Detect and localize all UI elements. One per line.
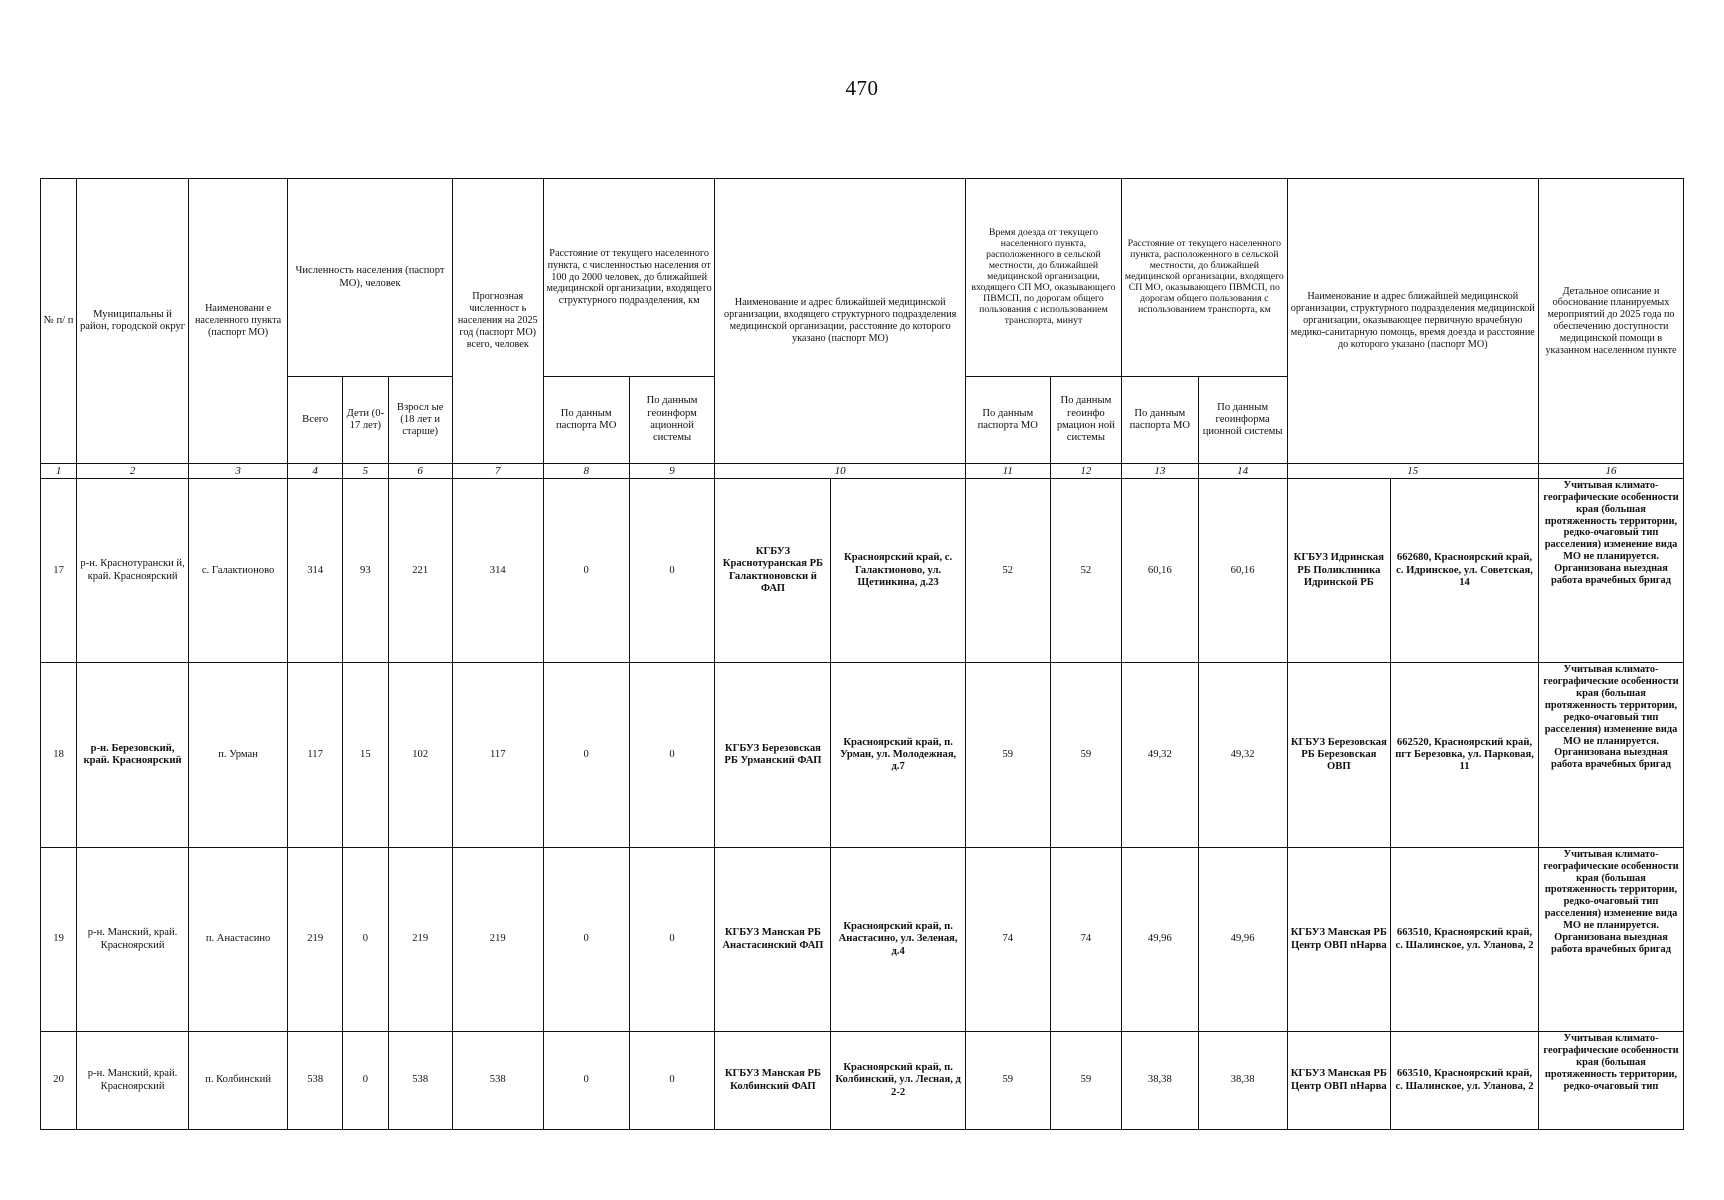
header-road-gis: По данным геоинформа ционной системы <box>1198 377 1287 464</box>
header-description: Детальное описание и обоснование планируемых мероприятий до 2025 года по обеспечению доступности медицинской помощи в указанном населенном пункте <box>1539 179 1684 464</box>
distance-gis-cell: 0 <box>629 1032 715 1130</box>
column-number: 15 <box>1287 464 1538 479</box>
column-number: 14 <box>1198 464 1287 479</box>
road-passport-cell: 60,16 <box>1122 479 1199 663</box>
road-passport-cell: 49,96 <box>1122 847 1199 1031</box>
distance-gis-cell: 0 <box>629 847 715 1031</box>
header-road-passport: По данным паспорта МО <box>1122 377 1199 464</box>
time-passport-cell: 59 <box>965 1032 1050 1130</box>
road-gis-cell: 49,96 <box>1198 847 1287 1031</box>
column-number: 9 <box>629 464 715 479</box>
population-adults-cell: 102 <box>388 663 452 847</box>
page-number: 470 <box>845 76 879 100</box>
header-distance-passport: По данным паспорта МО <box>543 377 629 464</box>
column-number: 16 <box>1539 464 1684 479</box>
header-row-number: № п/ п <box>41 179 77 464</box>
header-travel-time-group: Время доезда от текущего населенного пункта, расположенного в сельской местности, до ближайшей медицинской организации, входящего СП МО, оказывающего ПВМСП, по дорогам общего пользования с использованием транспорта, минут <box>965 179 1121 377</box>
forecast-cell: 538 <box>452 1032 543 1130</box>
column-number: 5 <box>343 464 389 479</box>
road-gis-cell: 60,16 <box>1198 479 1287 663</box>
settlement-cell: с. Галактионово <box>188 479 287 663</box>
table-row <box>41 847 1684 1031</box>
row-number: 20 <box>41 1032 77 1130</box>
population-children-cell: 0 <box>343 1032 389 1130</box>
row-number: 18 <box>41 663 77 847</box>
header-children: Дети (0-17 лет) <box>343 377 389 464</box>
description-cell <box>1539 847 1684 1031</box>
header-adults: Взросл ые (18 лет и старше) <box>388 377 452 464</box>
forecast-cell: 219 <box>452 847 543 1031</box>
description-text: Учитывая климато-географические особенности края (большая протяженность территории, редко-очаговый тип расселения) изменение вида МО не планируется. Организована выездная работа врачебных бригад <box>1543 480 1679 586</box>
district-cell: р-н. Манский, край. Красноярский <box>77 1032 189 1130</box>
column-number: 3 <box>188 464 287 479</box>
pvmsp-address-cell: 662680, Красноярский край, с. Идринское, ул. Советская, 14 <box>1391 479 1539 663</box>
time-gis-cell: 74 <box>1050 847 1121 1031</box>
distance-passport-cell: 0 <box>543 847 629 1031</box>
description-cell <box>1539 663 1684 847</box>
population-total-cell: 117 <box>288 663 343 847</box>
row-number: 19 <box>41 847 77 1031</box>
table-row <box>41 663 1684 847</box>
column-number: 13 <box>1122 464 1199 479</box>
column-number: 11 <box>965 464 1050 479</box>
header-population-group: Численность населения (паспорт МО), человек <box>288 179 452 377</box>
header-time-gis: По данным геоинфо рмацион ной системы <box>1050 377 1121 464</box>
column-number: 2 <box>77 464 189 479</box>
population-adults-cell: 219 <box>388 847 452 1031</box>
mo-address-cell: Красноярский край, п. Урман, ул. Молодежная, д.7 <box>831 663 966 847</box>
header-pvmsp-organization: Наименование и адрес ближайшей медицинской организации, структурного подразделения медицинской организации, оказывающее первичную врачебную медико-санитарную помощь, время доезда и расстояние до которого указано (паспорт МО) <box>1287 179 1538 464</box>
distance-passport-cell: 0 <box>543 479 629 663</box>
forecast-cell: 117 <box>452 663 543 847</box>
distance-passport-cell: 0 <box>543 1032 629 1130</box>
row-number: 17 <box>41 479 77 663</box>
description-text: Учитывая климато-географические особенности края (большая протяженность территории, редко-очаговый тип <box>1543 1033 1679 1092</box>
district-cell: р-н. Краснотурански й, край. Красноярский <box>77 479 189 663</box>
time-passport-cell: 52 <box>965 479 1050 663</box>
road-passport-cell: 38,38 <box>1122 1032 1199 1130</box>
road-gis-cell: 38,38 <box>1198 1032 1287 1130</box>
pvmsp-name-cell: КГБУЗ Идринская РБ Поликлиника Идринской РБ <box>1287 479 1390 663</box>
population-children-cell: 93 <box>343 479 389 663</box>
table-row <box>41 479 1684 663</box>
pvmsp-address-cell: 663510, Красноярский край, с. Шалинское, ул. Уланова, 2 <box>1391 1032 1539 1130</box>
header-district: Муниципальны й район, городской округ <box>77 179 189 464</box>
pvmsp-name-cell: КГБУЗ Манская РБ Центр ОВП пНарва <box>1287 1032 1390 1130</box>
table-row <box>41 1032 1684 1130</box>
forecast-cell: 314 <box>452 479 543 663</box>
population-total-cell: 314 <box>288 479 343 663</box>
mo-name-cell: КГБУЗ Березовская РБ Урманский ФАП <box>715 663 831 847</box>
healthcare-access-table <box>40 178 1684 1130</box>
distance-gis-cell: 0 <box>629 663 715 847</box>
header-time-passport: По данным паспорта МО <box>965 377 1050 464</box>
mo-name-cell: КГБУЗ Краснотуранская РБ Галактионовски й ФАП <box>715 479 831 663</box>
population-children-cell: 15 <box>343 663 389 847</box>
time-gis-cell: 59 <box>1050 1032 1121 1130</box>
pvmsp-address-cell: 662520, Красноярский край, пгт Березовка, ул. Парковая, 11 <box>1391 663 1539 847</box>
column-number: 7 <box>452 464 543 479</box>
column-number: 10 <box>715 464 965 479</box>
distance-gis-cell: 0 <box>629 479 715 663</box>
road-gis-cell: 49,32 <box>1198 663 1287 847</box>
header-forecast: Прогнозная численност ь населения на 2025 год (паспорт МО) всего, человек <box>452 179 543 464</box>
time-gis-cell: 52 <box>1050 479 1121 663</box>
mo-address-cell: Красноярский край, п. Колбинский, ул. Лесная, д 2-2 <box>831 1032 966 1130</box>
time-gis-cell: 59 <box>1050 663 1121 847</box>
column-number: 6 <box>388 464 452 479</box>
population-adults-cell: 221 <box>388 479 452 663</box>
mo-name-cell: КГБУЗ Манская РБ Колбинский ФАП <box>715 1032 831 1130</box>
population-children-cell: 0 <box>343 847 389 1031</box>
header-total: Всего <box>288 377 343 464</box>
pvmsp-address-cell: 663510, Красноярский край, с. Шалинское, ул. Уланова, 2 <box>1391 847 1539 1031</box>
settlement-cell: п. Анастасино <box>188 847 287 1031</box>
column-number: 4 <box>288 464 343 479</box>
header-settlement: Наименовани е населенного пункта (паспорт МО) <box>188 179 287 464</box>
column-number: 8 <box>543 464 629 479</box>
mo-address-cell: Красноярский край, с. Галактионово, ул. Щетинкина, д.23 <box>831 479 966 663</box>
description-cell <box>1539 1032 1684 1130</box>
pvmsp-name-cell: КГБУЗ Березовская РБ Березовская ОВП <box>1287 663 1390 847</box>
description-text: Учитывая климато-географические особенности края (большая протяженность территории, редко-очаговый тип расселения) изменение вида МО не планируется. Организована выездная работа врачебных бригад <box>1543 848 1679 955</box>
header-distance-group: Расстояние от текущего населенного пункта, с численностью населения от 100 до 2000 человек, до ближайшей медицинской организации, входящего структурного подразделения, км <box>543 179 715 377</box>
district-cell: р-н. Березовский, край. Красноярский <box>77 663 189 847</box>
column-number: 1 <box>41 464 77 479</box>
pvmsp-name-cell: КГБУЗ Манская РБ Центр ОВП пНарва <box>1287 847 1390 1031</box>
time-passport-cell: 59 <box>965 663 1050 847</box>
column-number: 12 <box>1050 464 1121 479</box>
road-passport-cell: 49,32 <box>1122 663 1199 847</box>
mo-name-cell: КГБУЗ Манская РБ Анастасинский ФАП <box>715 847 831 1031</box>
description-text: Учитывая климато-географические особенности края (большая протяженность территории, редко-очаговый тип расселения) изменение вида МО не планируется. Организована выездная работа врачебных бригад <box>1543 664 1679 771</box>
settlement-cell: п. Колбинский <box>188 1032 287 1130</box>
description-cell <box>1539 479 1684 663</box>
settlement-cell: п. Урман <box>188 663 287 847</box>
population-total-cell: 538 <box>288 1032 343 1130</box>
header-distance-gis: По данным геоинформ ационной системы <box>629 377 715 464</box>
header-road-distance-group: Расстояние от текущего населенного пункта, расположенного в сельской местности, до ближайшей медицинской организации, входящего СП МО, оказывающего ПВМСП, по дорогам общего пользования с использованием транспорта, км <box>1122 179 1288 377</box>
time-passport-cell: 74 <box>965 847 1050 1031</box>
district-cell: р-н. Манский, край. Красноярский <box>77 847 189 1031</box>
distance-passport-cell: 0 <box>543 663 629 847</box>
population-total-cell: 219 <box>288 847 343 1031</box>
header-nearest-mo: Наименование и адрес ближайшей медицинской организации, входящего структурного подразделения медицинской организации, расстояние до которого указано (паспорт МО) <box>715 179 965 464</box>
population-adults-cell: 538 <box>388 1032 452 1130</box>
mo-address-cell: Красноярский край, п. Анастасино, ул. Зеленая, д.4 <box>831 847 966 1031</box>
